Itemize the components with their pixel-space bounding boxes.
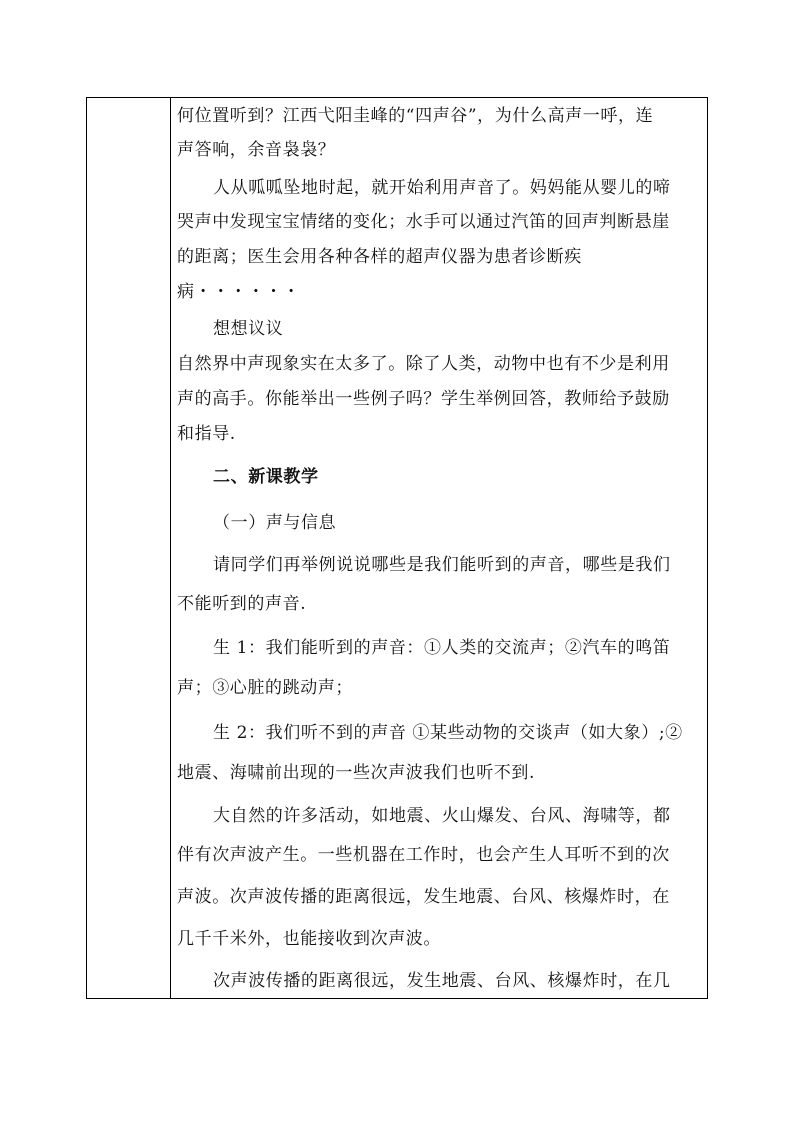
subsection-heading: （一）声与信息 (213, 513, 337, 533)
text-line: 声波。次声波传播的距离很远，发生地震、台风、核爆炸时，在 (177, 887, 670, 907)
lesson-table (86, 97, 708, 999)
text-line: 几千千米外，也能接收到次声波。 (177, 929, 441, 949)
section-heading-bold: 二、新课教学 (213, 467, 319, 487)
text-line: 伴有次声波产生。一些机器在工作时，也会产生人耳听不到的次 (177, 845, 670, 865)
text-line: 的距离；医生会用各种各样的超声仪器为患者诊断疾 (177, 247, 582, 267)
text-line: 生 2：我们听不到的声音 ①某些动物的交谈声（如大象）;② (213, 723, 683, 743)
text-line: 地震、海啸前出现的一些次声波我们也听不到. (177, 763, 536, 783)
text-line: 声的高手。你能举出一些例子吗？学生举例回答，教师给予鼓励 (177, 389, 670, 409)
text-line: 何位置听到？江西弋阳圭峰的“四声谷”，为什么高声一呼，连 (177, 106, 654, 126)
text-line: 哭声中发现宝宝情绪的变化；水手可以通过汽笛的回声判断悬崖 (177, 212, 670, 232)
text-line: 次声波传播的距离很远，发生地震、台风、核爆炸时，在几 (213, 971, 671, 991)
text-line: 自然界中声现象实在太多了。除了人类，动物中也有不少是利用 (177, 354, 670, 374)
text-line: 声答响，余音袅袅？ (177, 140, 336, 160)
text-line: 声；③心脏的跳动声； (177, 678, 353, 698)
text-line: 不能听到的声音. (177, 594, 307, 614)
text-line: 病・・・・・・ (177, 282, 301, 302)
text-line: 人从呱呱坠地时起，就开始利用声音了。妈妈能从婴儿的啼 (213, 178, 671, 198)
section-heading: 想想议议 (213, 319, 284, 339)
text-line: 生 1：我们能听到的声音：①人类的交流声；②汽车的鸣笛 (213, 638, 671, 658)
text-line: 大自然的许多活动，如地震、火山爆发、台风、海啸等，都 (213, 806, 671, 826)
text-line: 请同学们再举例说说哪些是我们能听到的声音，哪些是我们 (213, 555, 671, 575)
text-line: 和指导. (177, 424, 236, 444)
column-divider (170, 98, 171, 998)
